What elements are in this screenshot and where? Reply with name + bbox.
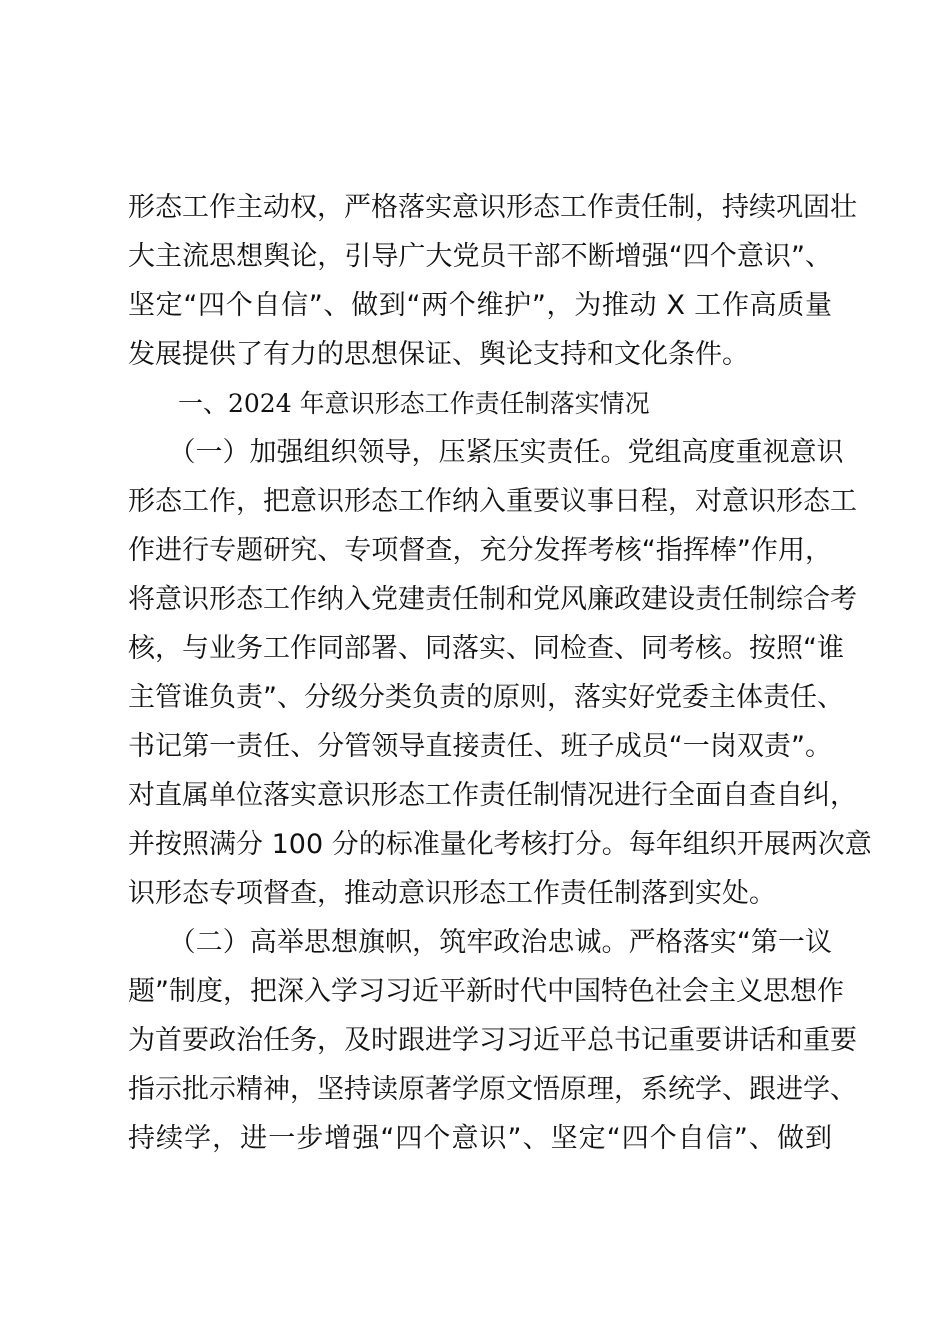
text-line: 发展提供了有力的思想保证、舆论支持和文化条件。 <box>128 339 749 370</box>
paragraph-subsection-2 <box>128 918 857 1163</box>
text-line: 将意识形态工作纳入党建责任制和党风廉政建设责任制综合考 <box>128 584 857 615</box>
text-line: 形态工作主动权，严格落实意识形态工作责任制，持续巩固壮 <box>128 192 857 223</box>
text-line: 书记第一责任、分管领导直接责任、班子成员“一岗双责”。 <box>128 731 832 762</box>
document-body <box>128 183 872 1163</box>
text-line: 坚定“四个自信”、做到“两个维护”，为推动 X 工作高质量 <box>128 290 832 321</box>
text-line: 持续学，进一步增强“四个意识”、坚定“四个自信”、做到 <box>128 1123 832 1154</box>
paragraph-subsection-1 <box>128 428 872 918</box>
text-line: 为首要政治任务，及时跟进学习习近平总书记重要讲话和重要 <box>128 1025 857 1056</box>
text-line: 形态工作，把意识形态工作纳入重要议事日程，对意识形态工 <box>128 486 857 517</box>
text-line: 对直属单位落实意识形态工作责任制情况进行全面自查自纠， <box>128 780 857 811</box>
text-line: （一）加强组织领导，压紧压实责任。党组高度重视意识 <box>128 437 844 468</box>
text-line: 并按照满分 100 分的标准量化考核打分。每年组织开展两次意 <box>128 829 872 860</box>
section-heading-text: 一、2024 年意识形态工作责任制落实情况 <box>128 389 650 418</box>
text-line: 核，与业务工作同部署、同落实、同检查、同考核。按照“谁 <box>128 633 844 664</box>
text-line: 识形态专项督查，推动意识形态工作责任制落到实处。 <box>128 878 776 909</box>
text-line: 大主流思想舆论，引导广大党员干部不断增强“四个意识”、 <box>128 241 832 272</box>
section-heading <box>128 379 832 428</box>
text-line: 题”制度，把深入学习习近平新时代中国特色社会主义思想作 <box>128 976 844 1007</box>
text-line: 主管谁负责”、分级分类负责的原则，落实好党委主体责任、 <box>128 682 844 713</box>
text-line: 指示批示精神，坚持读原著学原文悟原理，系统学、跟进学、 <box>128 1074 857 1105</box>
paragraph-intro-continuation <box>128 183 857 379</box>
text-line: （二）高举思想旗帜，筑牢政治忠诚。严格落实“第一议 <box>128 927 832 958</box>
text-line: 作进行专题研究、专项督查，充分发挥考核“指挥棒”作用， <box>128 535 832 566</box>
